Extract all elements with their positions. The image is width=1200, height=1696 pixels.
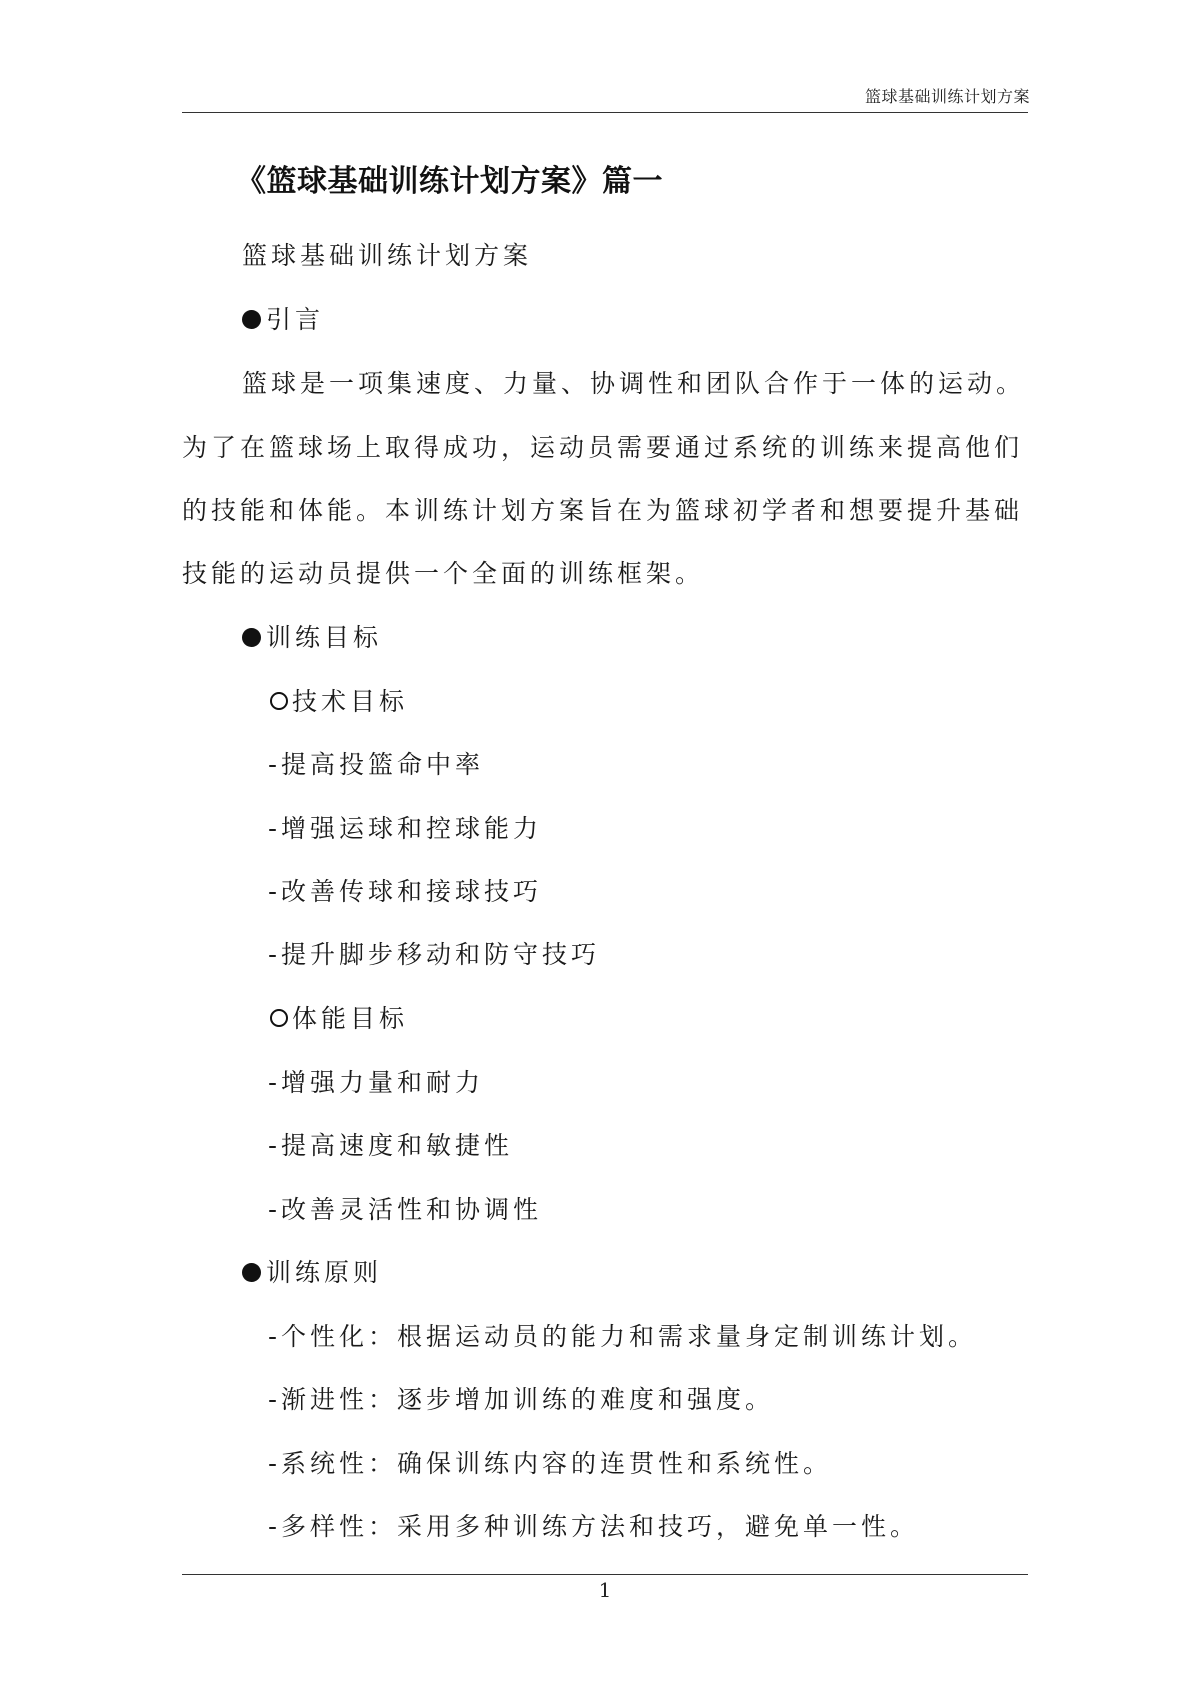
subheading-physical-goals bbox=[270, 1001, 408, 1037]
filled-bullet-icon bbox=[242, 1263, 261, 1282]
list-item: -增强力量和耐力 bbox=[268, 1068, 485, 1097]
list-item: -提高速度和敏捷性 bbox=[268, 1131, 514, 1160]
filled-bullet-icon bbox=[242, 628, 261, 647]
section-heading-principles bbox=[242, 1255, 382, 1291]
page-number: 1 bbox=[598, 1578, 612, 1602]
section-heading-label: 训练原则 bbox=[266, 1258, 383, 1287]
section-heading-goals bbox=[242, 620, 382, 656]
filled-bullet-icon bbox=[242, 310, 261, 329]
list-item: -改善灵活性和协调性 bbox=[268, 1195, 543, 1224]
section-heading-label: 引言 bbox=[266, 305, 325, 334]
subheading-label: 技术目标 bbox=[292, 687, 409, 716]
intro-paragraph-line: 为了在篮球场上取得成功，运动员需要通过系统的训练来提高他们 bbox=[182, 433, 1024, 462]
list-item: -提升脚步移动和防守技巧 bbox=[268, 940, 601, 969]
list-item: -系统性：确保训练内容的连贯性和系统性。 bbox=[268, 1449, 833, 1478]
hollow-bullet-icon bbox=[270, 692, 288, 710]
list-item: -改善传球和接球技巧 bbox=[268, 877, 543, 906]
section-heading-label: 训练目标 bbox=[266, 623, 383, 652]
list-item: -多样性：采用多种训练方法和技巧，避免单一性。 bbox=[268, 1512, 920, 1541]
list-item: -个性化：根据运动员的能力和需求量身定制训练计划。 bbox=[268, 1322, 978, 1351]
subheading-technical-goals bbox=[270, 684, 408, 720]
header-divider bbox=[182, 112, 1028, 113]
section-heading-intro bbox=[242, 302, 324, 338]
document-title: 《篮球基础训练计划方案》篇一 bbox=[236, 164, 663, 199]
document-subtitle: 篮球基础训练计划方案 bbox=[242, 241, 533, 270]
hollow-bullet-icon bbox=[270, 1009, 288, 1027]
list-item: -增强运球和控球能力 bbox=[268, 814, 543, 843]
intro-paragraph-line: 技能的运动员提供一个全面的训练框架。 bbox=[182, 559, 705, 588]
list-item: -提高投篮命中率 bbox=[268, 750, 485, 779]
running-header: 篮球基础训练计划方案 bbox=[864, 87, 1030, 106]
intro-paragraph-line: 的技能和体能。本训练计划方案旨在为篮球初学者和想要提升基础 bbox=[182, 496, 1024, 525]
footer-divider bbox=[182, 1574, 1028, 1575]
list-item: -渐进性：逐步增加训练的难度和强度。 bbox=[268, 1385, 775, 1414]
intro-paragraph-line: 篮球是一项集速度、力量、协调性和团队合作于一体的运动。 bbox=[242, 369, 1026, 398]
subheading-label: 体能目标 bbox=[292, 1004, 409, 1033]
